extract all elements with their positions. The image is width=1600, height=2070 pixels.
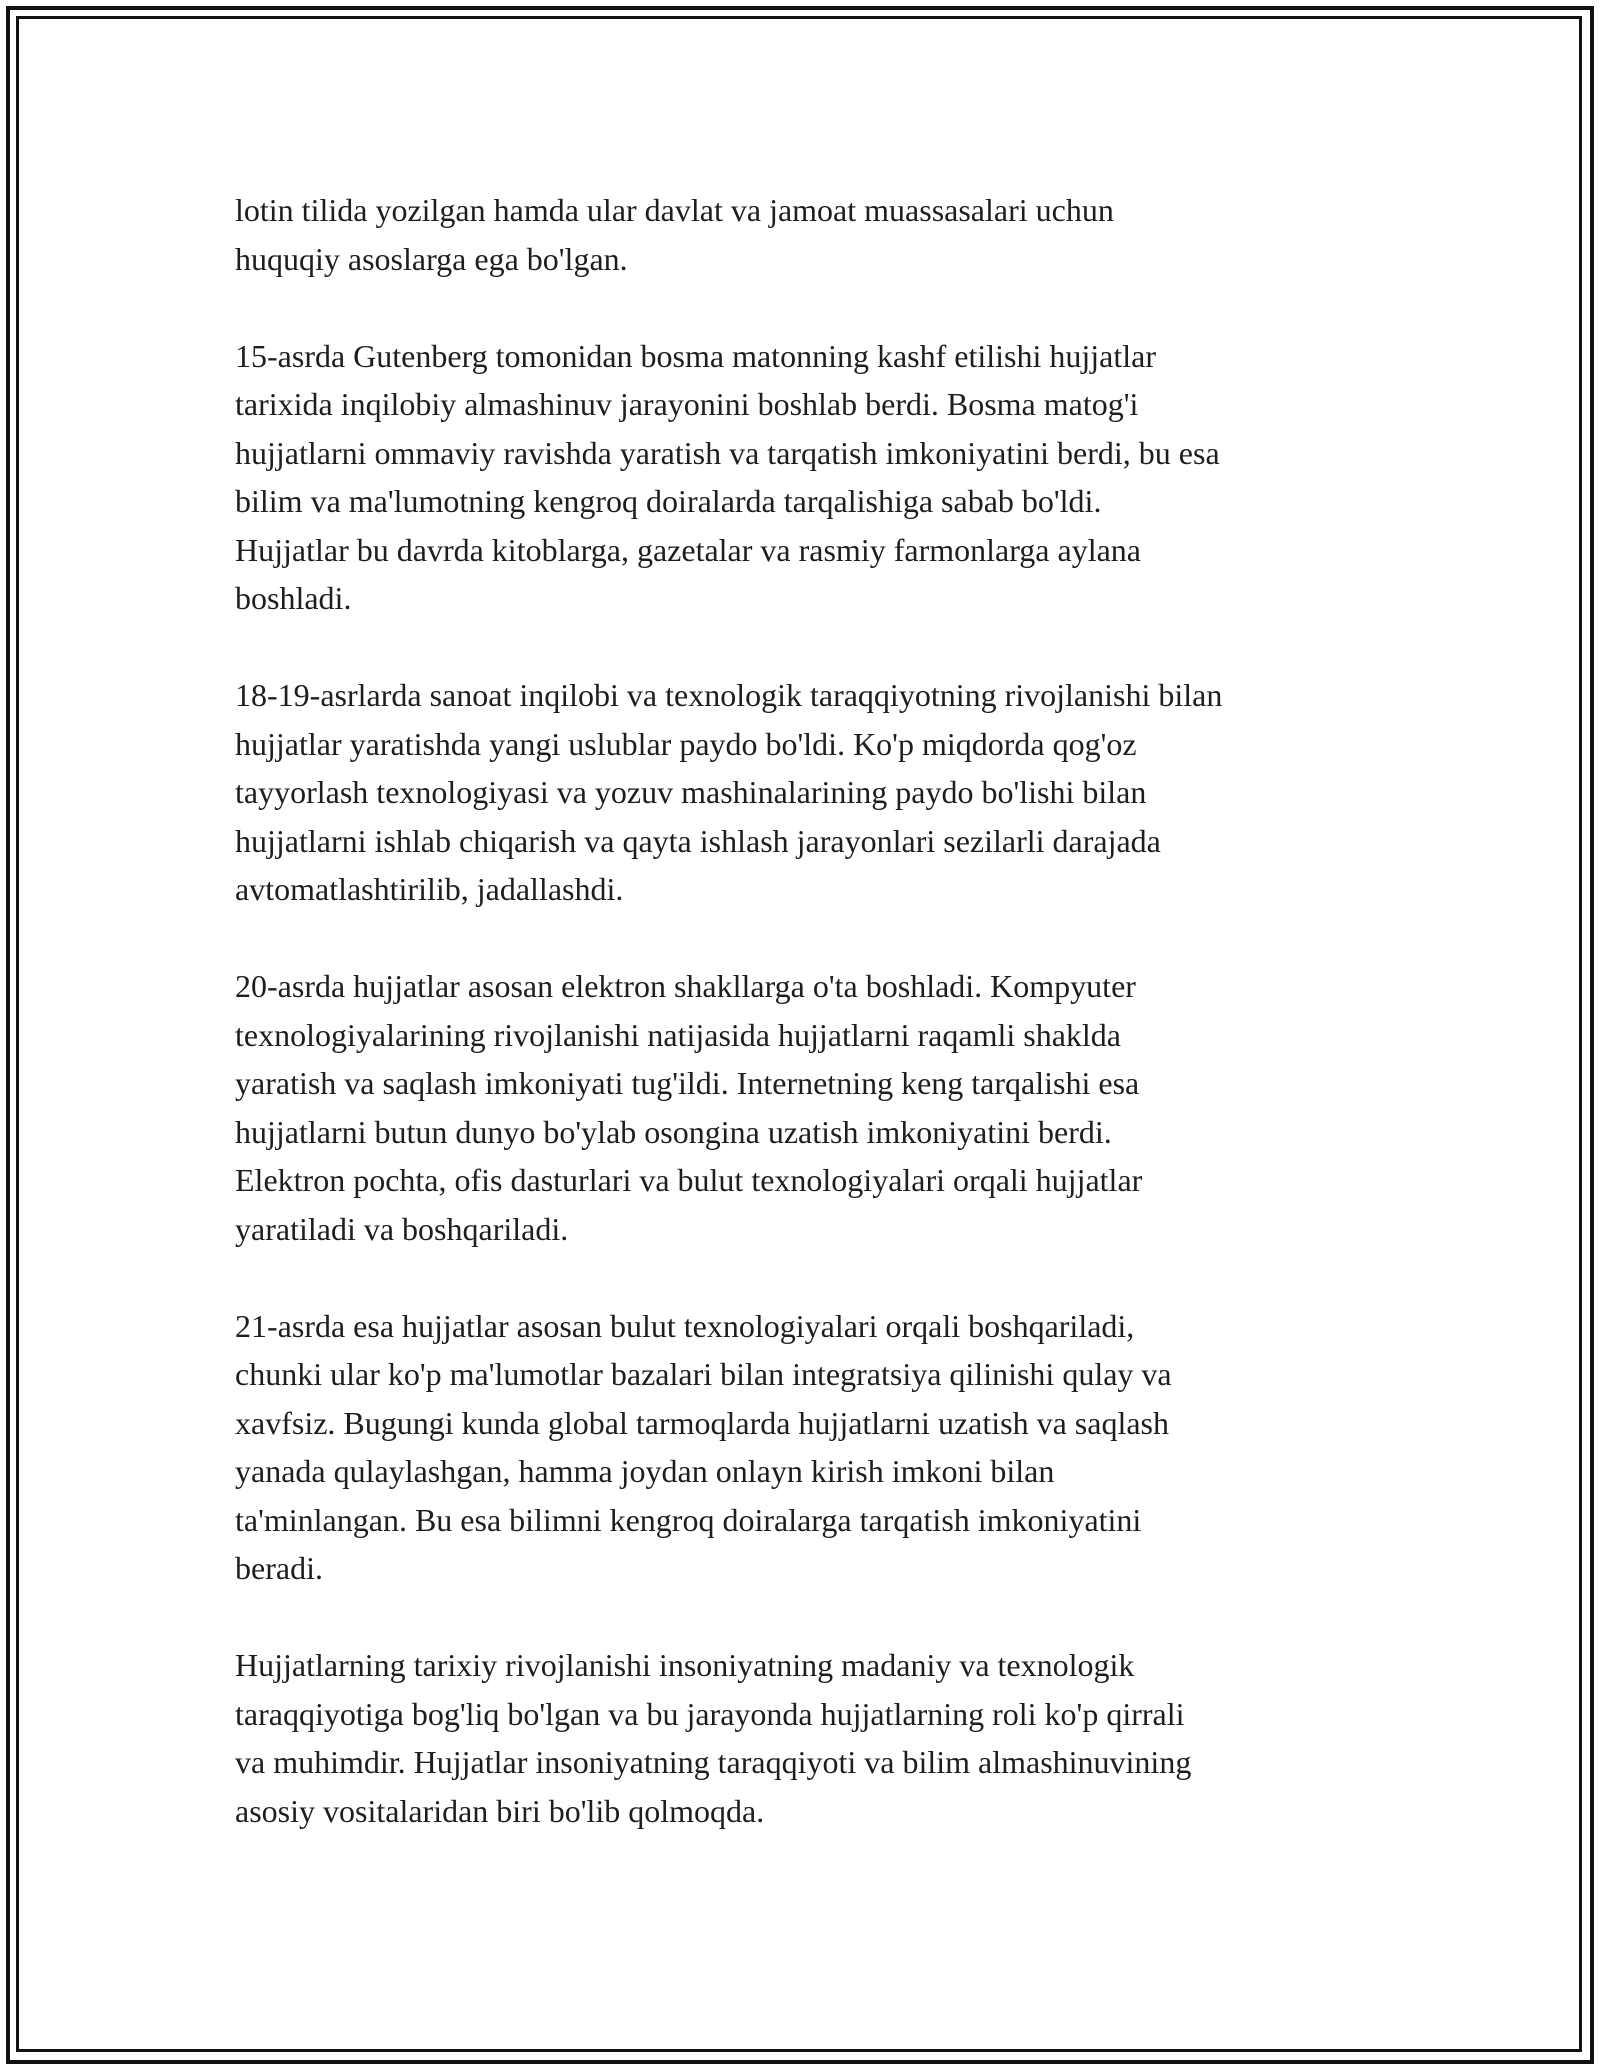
text-line: ta'minlangan. Bu esa bilimni kengroq doiralarga tarqatish imkoniyatini <box>235 1501 1142 1538</box>
text-line: asosiy vositalaridan biri bo'lib qolmoqda. <box>235 1792 765 1829</box>
text-line: hujjatlarni butun dunyo bo'ylab osongina uzatish imkoniyatini berdi. <box>235 1113 1112 1150</box>
text-line: avtomatlashtirilib, jadallashdi. <box>235 871 624 907</box>
text-line: boshladi. <box>235 580 352 616</box>
text-line: Hujjatlarning tarixiy rivojlanishi insoniyatning madaniy va texnologik <box>235 1647 1135 1683</box>
text-line: 18-19-asrlarda sanoat inqilobi va texnologik taraqqiyotning rivojlanishi bilan <box>235 677 1223 713</box>
text-line: bilim va ma'lumotning kengroq doiralarda tarqalishiga sabab bo'ldi. <box>235 483 1102 519</box>
text-line: chunki ular ko'p ma'lumotlar bazalari bilan integratsiya qilinishi qulay va <box>235 1356 1172 1392</box>
paragraph <box>235 186 1385 283</box>
text-line: tarixida inqilobiy almashinuv jarayonini boshlab berdi. Bosma matog'i <box>235 386 1139 422</box>
text-line: 20-asrda hujjatlar asosan elektron shakllarga o'ta boshladi. Kompyuter <box>235 968 1136 1004</box>
text-line: xavfsiz. Bugungi kunda global tarmoqlarda hujjatlarni uzatish va saqlash <box>235 1404 1169 1441</box>
text-line: huquqiy asoslarga ega bo'lgan. <box>235 240 628 277</box>
text-line: lotin tilida yozilgan hamda ular davlat va jamoat muassasalari uchun <box>235 192 1114 228</box>
text-line: taraqqiyotiga bog'liq bo'lgan va bu jarayonda hujjatlarning roli ko'p qirrali <box>235 1695 1185 1732</box>
text-line: hujjatlar yaratishda yangi uslublar paydo bo'ldi. Ko'p miqdorda qog'oz <box>235 725 1137 762</box>
text-line: hujjatlarni ommaviy ravishda yaratish va tarqatish imkoniyatini berdi, bu esa <box>235 434 1220 471</box>
text-line: 15-asrda Gutenberg tomonidan bosma matonning kashf etilishi hujjatlar <box>235 337 1156 374</box>
text-line: yanada qulaylashgan, hamma joydan onlayn kirish imkoni bilan <box>235 1453 1055 1489</box>
paragraph <box>235 671 1385 914</box>
paragraph <box>235 332 1385 623</box>
document-body <box>235 186 1385 1884</box>
paragraph <box>235 1641 1385 1835</box>
paragraph <box>235 1302 1385 1593</box>
text-line: hujjatlarni ishlab chiqarish va qayta ishlash jarayonlari sezilarli darajada <box>235 822 1161 859</box>
text-line: texnologiyalarining rivojlanishi natijasida hujjatlarni raqamli shaklda <box>235 1016 1121 1053</box>
text-line: Elektron pochta, ofis dasturlari va bulut texnologiyalari orqali hujjatlar <box>235 1162 1143 1198</box>
paragraph <box>235 962 1385 1253</box>
text-line: tayyorlash texnologiyasi va yozuv mashinalarining paydo bo'lishi bilan <box>235 774 1147 810</box>
text-line: va muhimdir. Hujjatlar insoniyatning taraqqiyoti va bilim almashinuvining <box>235 1744 1192 1780</box>
text-line: 21-asrda esa hujjatlar asosan bulut texnologiyalari orqali boshqariladi, <box>235 1307 1135 1344</box>
text-line: yaratiladi va boshqariladi. <box>235 1210 569 1247</box>
text-line: yaratish va saqlash imkoniyati tug'ildi. Internetning keng tarqalishi esa <box>235 1065 1140 1101</box>
text-line: Hujjatlar bu davrda kitoblarga, gazetalar va rasmiy farmonlarga aylana <box>235 531 1141 568</box>
text-line: beradi. <box>235 1550 323 1586</box>
